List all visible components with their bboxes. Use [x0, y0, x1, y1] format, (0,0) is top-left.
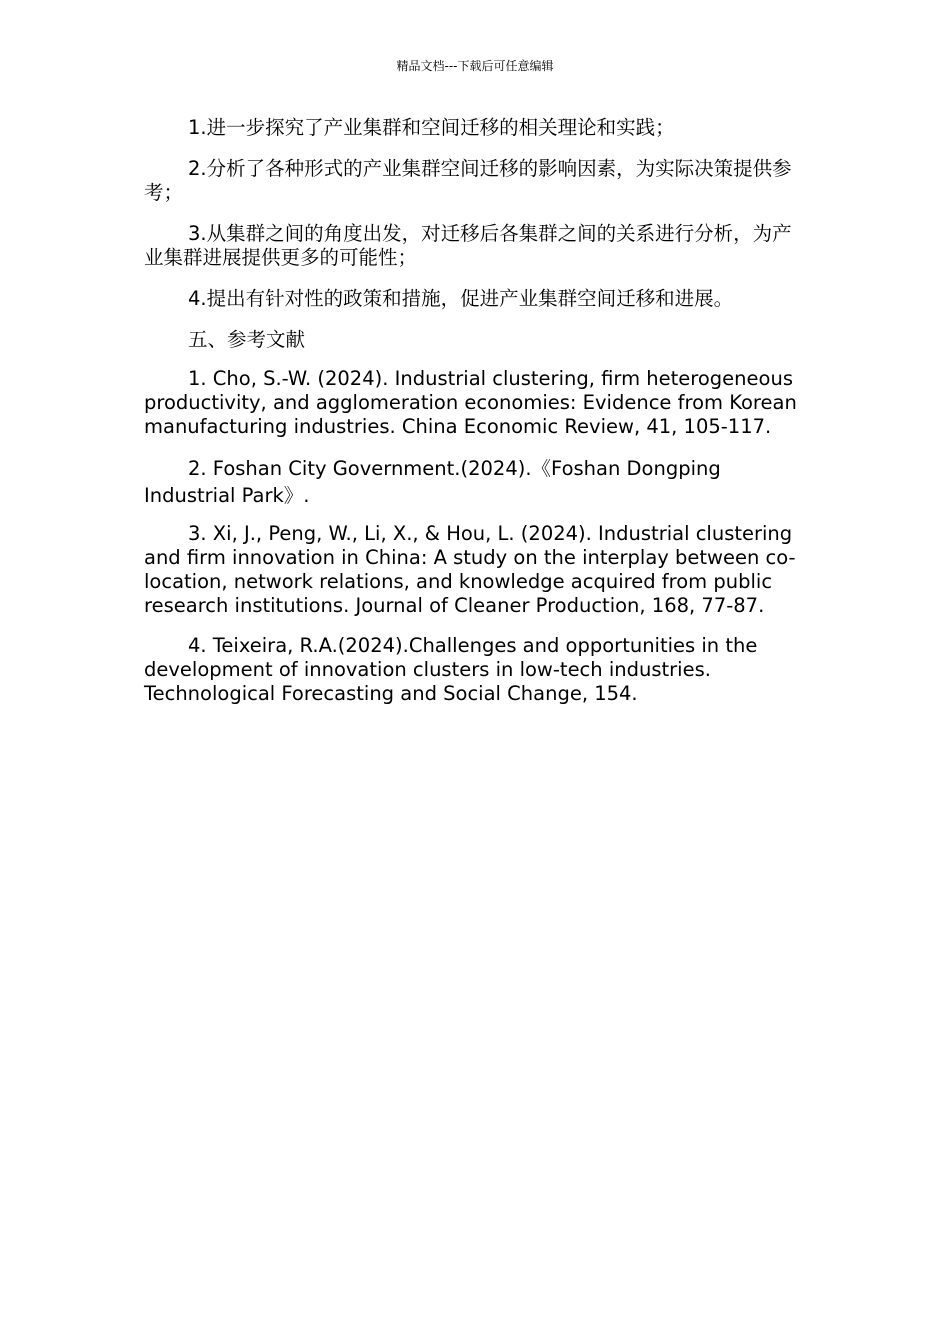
findings-list	[144, 116, 804, 311]
finding-item: 1.进一步探究了产业集群和空间迁移的相关理论和实践；	[188, 116, 675, 139]
finding-item: 2.分析了各种形式的产业集群空间迁移的影响因素，为实际决策提供参考；	[144, 157, 792, 204]
finding-item: 4.提出有针对性的政策和措施，促进产业集群空间迁移和进展。	[188, 287, 734, 310]
finding-item: 3.从集群之间的角度出发，对迁移后各集群之间的关系进行分析，为产业集群进展提供更多的可能性；	[144, 222, 792, 269]
references-heading: 五、参考文献	[188, 328, 306, 351]
reference-item: 1. Cho, S.-W. (2024). Industrial clustering, firm heterogeneous productivity, and agglomeration economies: Evidence from Korean manufacturing industries. China Economic Review, 41, 105-117.	[144, 367, 797, 438]
page-header: 精品文档---下载后可任意编辑	[396, 59, 554, 73]
document-body	[144, 116, 804, 722]
reference-item: 2. Foshan City Government.(2024).《Foshan Dongping Industrial Park》.	[144, 457, 721, 507]
reference-item: 3. Xi, J., Peng, W., Li, X., & Hou, L. (2024). Industrial clustering and firm innovation in China: A study on the interplay between co-location, network relations, and knowledge acquired from public research institutions. Journal of Cleaner Production, 168, 77-87.	[144, 522, 796, 617]
reference-item: 4. Teixeira, R.A.(2024).Challenges and opportunities in the development of innovation clusters in low-tech industries. Technological Forecasting and Social Change, 154.	[144, 634, 758, 705]
references-list	[144, 367, 804, 706]
